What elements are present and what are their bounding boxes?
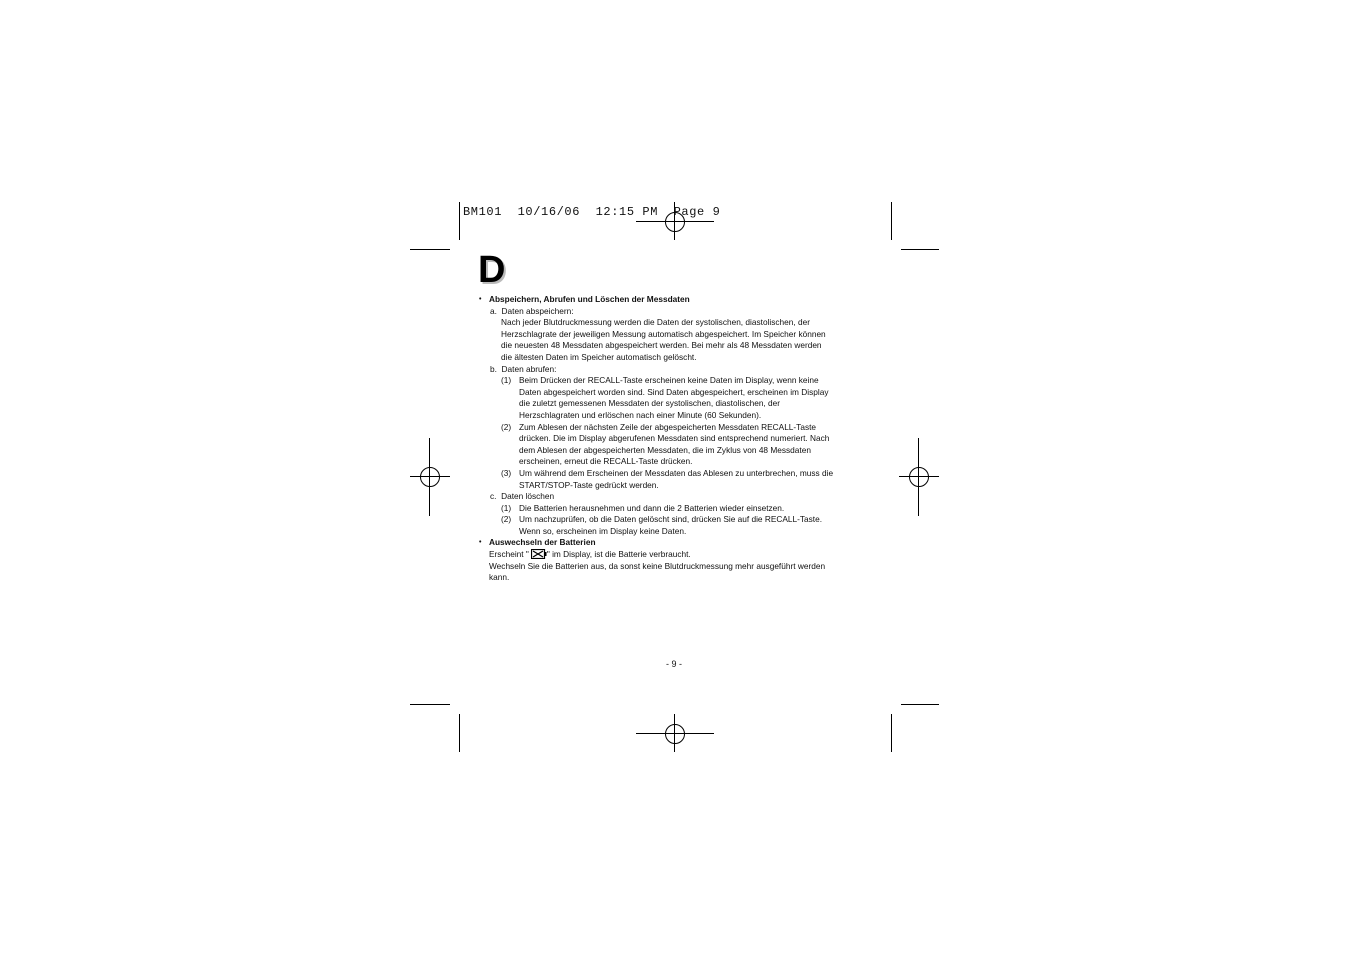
item-a-body: Nach jeder Blutdruckmessung werden die Daten der systolischen, diastolischen, der Herzschlagrate der jeweiligen Messung automatisch abgespeichert. Im Speicher können die neuesten 48 Messdaten abgespeichert werden. Bei mehr als 48 Messdaten werden die ältesten Daten im Speicher automatisch gelöscht. (501, 317, 826, 362)
battery-icon (531, 549, 545, 558)
crop-mark-bottom-left-v (459, 714, 460, 752)
battery-line-1: Erscheint " " im Display, ist die Batterie verbraucht. (489, 549, 691, 560)
crop-mark-bottom-right-h (901, 704, 939, 705)
item-b-title: b. Daten abrufen: (490, 363, 557, 374)
crop-mark-bottom-left-h (410, 704, 450, 705)
page-number: - 9 - (666, 659, 683, 669)
print-slug: BM101 10/16/06 12:15 PM Page 9 (463, 205, 721, 219)
crop-mark-bottom-right-v (891, 714, 892, 752)
section-title-storage: • Abspeichern, Abrufen und Löschen der Messdaten (478, 294, 878, 306)
document-body (478, 294, 878, 584)
section-letter: D (478, 249, 506, 291)
section-title-batteries: • Auswechseln der Batterien (478, 537, 878, 549)
crop-mark-top-left-h (410, 249, 450, 250)
battery-body: Wechseln Sie die Batterien aus, da sonst keine Blutdruckmessung mehr ausgeführt werden kann. (489, 560, 826, 583)
item-b1: (1) Beim Drücken der RECALL-Taste erscheinen keine Daten im Display, wenn keine Daten abgespeichert worden sind. Sind Daten abgespeichert, erscheinen im Display die zuletzt gemessenen Messdaten der systolischen, diastolischen, der Herzschlagraten und erlöschen nach einer Minute (60 Sekunden). (501, 375, 829, 420)
item-c-title: c. Daten löschen (490, 491, 555, 502)
item-c2: (2) Um nachzuprüfen, ob die Daten gelöscht sind, drücken Sie auf die RECALL-Taste. Wenn so, erscheinen im Display keine Daten. (501, 514, 823, 536)
item-a-title: a. Daten abspeichern: (490, 305, 574, 316)
item-b3: (3) Um während dem Erscheinen der Messdaten das Ablesen zu unterbrechen, muss die START/STOP-Taste gedrückt werden. (501, 467, 834, 490)
item-b2: (2) Zum Ablesen der nächsten Zeile der abgespeicherten Messdaten RECALL-Taste drücken. Die im Display abgerufenen Messdaten sind entsprechend numeriert. Nach dem Ablesen der abgespeicherten Messdaten, die im Zyklus von 48 Messdaten erscheinen, erneut die RECALL-Taste drücken. (501, 421, 830, 467)
crop-mark-top-right-v (891, 202, 892, 240)
crop-mark-top-right-h (901, 249, 939, 250)
item-c1: (1) Die Batterien herausnehmen und dann die 2 Batterien wieder einsetzen. (501, 502, 785, 513)
crop-mark-top-left-v (459, 202, 460, 240)
